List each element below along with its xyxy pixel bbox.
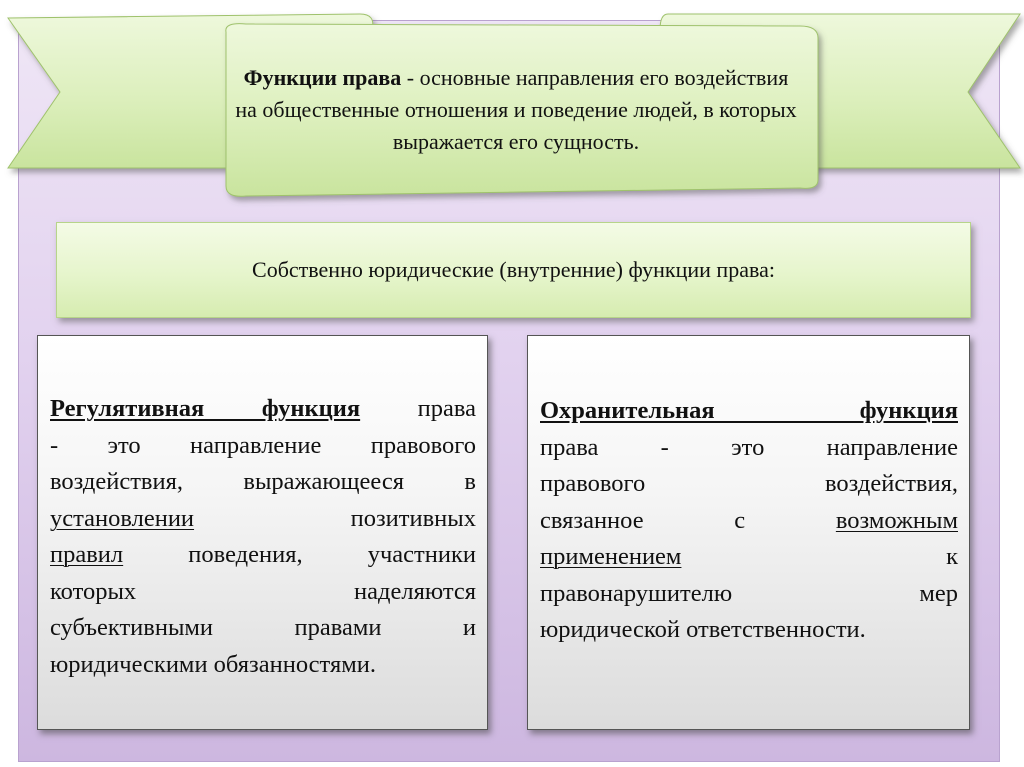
regulative-text: Регулятивная функция права - это направление правового воздействия, выражающееся в установлении позитивных правил поведения, участники которых наделяются субъективными правами и юридическими обязанностями.: [50, 395, 476, 678]
definition-body: - основные направления его воздействия на общественные отношения и поведение людей, в которых выражается его сущность.: [235, 65, 797, 154]
protective-card: [527, 335, 970, 730]
definition-term: Функции права: [243, 65, 402, 90]
regulative-underlined-2: правил: [50, 541, 124, 568]
regulative-underlined-1: установлении: [50, 504, 195, 532]
protective-term: Охранительная функция: [540, 397, 958, 424]
subheading-box: [56, 222, 971, 318]
definition-text: [232, 62, 800, 158]
protective-underlined-1: возможным: [835, 506, 958, 534]
protective-text: Охранительная функция права - это направление правового воздействия, связанное с возможным применением к правонарушителю мер юридической ответственности.: [540, 393, 958, 649]
subheading-text: Собственно юридические (внутренние) функции права:: [252, 257, 775, 282]
regulative-term: Регулятивная функция: [50, 395, 361, 422]
regulative-card: [37, 335, 488, 730]
protective-underlined-2: применением: [540, 543, 682, 570]
